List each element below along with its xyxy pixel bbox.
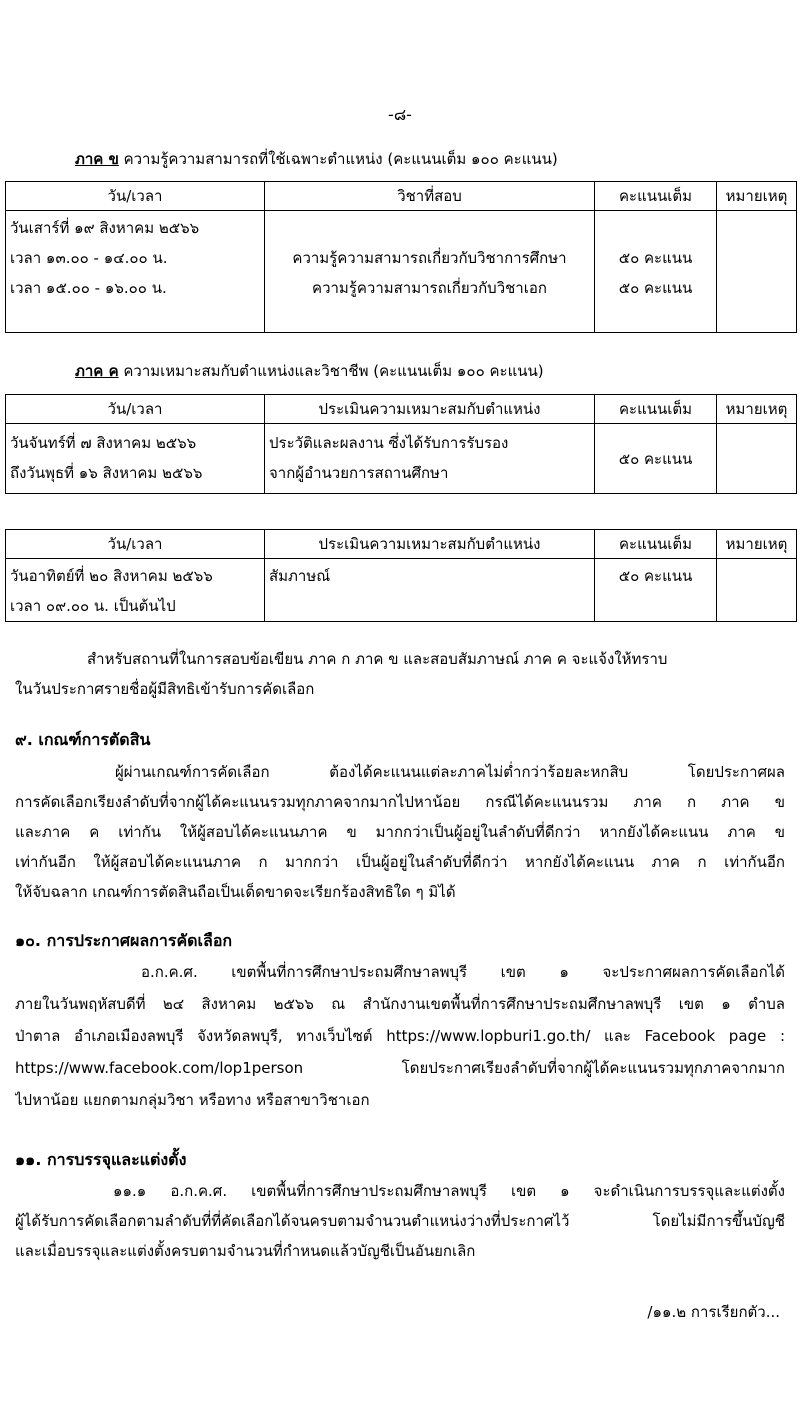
col-header-remarks: หมายเหตุ bbox=[717, 182, 797, 211]
col-header-full-score: คะแนนเต็ม bbox=[595, 530, 717, 559]
col-header-full-score: คะแนนเต็ม bbox=[595, 182, 717, 211]
datetime-cell bbox=[6, 559, 265, 622]
section-b-table bbox=[5, 181, 797, 333]
col-header-remarks: หมายเหตุ bbox=[717, 395, 797, 424]
paragraph-line: ภายในวันพฤหัสบดีที่ ๒๔ สิงหาคม ๒๕๖๖ ณ สำนักงานเขตพื้นที่การศึกษาประถมศึกษาลพบุรี เขต ๑ ตำบล bbox=[15, 995, 785, 1013]
table-row bbox=[6, 424, 797, 494]
score-cell bbox=[595, 559, 717, 622]
section-9-title: ๙. เกณฑ์การตัดสิน bbox=[15, 730, 151, 749]
section-b-label: ภาค ข bbox=[75, 150, 119, 168]
date-line: วันอาทิตย์ที่ ๒๐ สิงหาคม ๒๕๖๖ bbox=[10, 567, 213, 585]
subject-cell bbox=[265, 211, 595, 333]
date-line: วันเสาร์ที่ ๑๙ สิงหาคม ๒๕๖๖ bbox=[10, 219, 200, 237]
section-c-title: ความเหมาะสมกับตำแหน่งและวิชาชีพ (คะแนนเต็ม ๑๐๐ คะแนน) bbox=[118, 362, 544, 380]
table-header-row bbox=[6, 395, 797, 424]
paragraph-line: https://www.facebook.com/lop1person โดยประกาศเรียงลำดับที่จากผู้ได้คะแนนรวมทุกภาคจากมาก bbox=[15, 1059, 785, 1077]
table-row bbox=[6, 559, 797, 622]
assessment-cell bbox=[265, 424, 595, 494]
paragraph-line: สำหรับสถานที่ในการสอบข้อเขียน ภาค ก ภาค ข และสอบสัมภาษณ์ ภาค ค จะแจ้งให้ทราบ bbox=[87, 650, 668, 668]
col-header-datetime: วัน/เวลา bbox=[6, 530, 265, 559]
section-c-table-portfolio bbox=[5, 394, 797, 494]
section-c-heading bbox=[75, 359, 544, 383]
subject-line: ความรู้ความสามารถเกี่ยวกับวิชาการศึกษา bbox=[292, 249, 567, 267]
assessment-cell bbox=[265, 559, 595, 622]
col-header-subject: วิชาที่สอบ bbox=[265, 182, 595, 211]
col-header-remarks: หมายเหตุ bbox=[717, 530, 797, 559]
col-header-datetime: วัน/เวลา bbox=[6, 395, 265, 424]
section-10-body bbox=[15, 956, 785, 1116]
col-header-assessment: ประเมินความเหมาะสมกับตำแหน่ง bbox=[265, 530, 595, 559]
remarks-cell bbox=[717, 559, 797, 622]
table-header-row bbox=[6, 530, 797, 559]
subject-line: ความรู้ความสามารถเกี่ยวกับวิชาเอก bbox=[312, 279, 547, 297]
assessment-line: จากผู้อำนวยการสถานศึกษา bbox=[269, 464, 449, 482]
time-line: เวลา ๑๕.๐๐ - ๑๖.๐๐ น. bbox=[10, 279, 167, 297]
score-value: ๕๐ คะแนน bbox=[618, 449, 693, 468]
section-10-title: ๑๐. การประกาศผลการคัดเลือก bbox=[15, 931, 233, 950]
venue-note bbox=[15, 644, 785, 704]
paragraph-line: ๑๑.๑ อ.ก.ค.ศ. เขตพื้นที่การศึกษาประถมศึกษาลพบุรี เขต ๑ จะดำเนินการบรรจุและแต่งตั้ง bbox=[113, 1182, 785, 1200]
date-line: ถึงวันพุธที่ ๑๖ สิงหาคม ๒๕๖๖ bbox=[10, 464, 203, 482]
section-b-heading bbox=[75, 147, 558, 171]
paragraph-line: การคัดเลือกเรียงลำดับที่จากผู้ได้คะแนนรวมทุกภาคจากมากไปหาน้อย กรณีได้คะแนนรวม ภาค ก ภาค ข bbox=[15, 793, 785, 811]
paragraph-line: ผู้ผ่านเกณฑ์การคัดเลือก ต้องได้คะแนนแต่ละภาคไม่ต่ำกว่าร้อยละหกสิบ โดยประกาศผล bbox=[115, 763, 785, 781]
paragraph-line: ผู้ได้รับการคัดเลือกตามลำดับที่ที่คัดเลือกได้จนครบตามจำนวนตำแหน่งว่างที่ประกาศไว้ โดยไม่มีการขึ้นบัญชี bbox=[15, 1212, 785, 1230]
date-line: วันจันทร์ที่ ๗ สิงหาคม ๒๕๖๖ bbox=[10, 434, 197, 452]
paragraph-line: ไปหาน้อย แยกตามกลุ่มวิชา หรือทาง หรือสาขาวิชาเอก bbox=[15, 1091, 370, 1109]
paragraph-line: อ.ก.ค.ศ. เขตพื้นที่การศึกษาประถมศึกษาลพบุรี เขต ๑ จะประกาศผลการคัดเลือกได้ bbox=[141, 963, 785, 981]
section-11-body bbox=[15, 1176, 785, 1266]
datetime-cell bbox=[6, 424, 265, 494]
score-value: ๕๐ คะแนน bbox=[618, 567, 693, 585]
table-row bbox=[6, 211, 797, 333]
col-header-full-score: คะแนนเต็ม bbox=[595, 395, 717, 424]
section-9-body bbox=[15, 757, 785, 907]
remarks-cell bbox=[717, 424, 797, 494]
remarks-cell bbox=[717, 211, 797, 333]
score-cell bbox=[595, 424, 717, 494]
table-header-row bbox=[6, 182, 797, 211]
section-11-title: ๑๑. การบรรจุและแต่งตั้ง bbox=[15, 1150, 187, 1169]
paragraph-line: เท่ากันอีก ให้ผู้สอบได้คะแนนภาค ก มากกว่า เป็นผู้อยู่ในลำดับที่ดีกว่า หากยังได้คะแนน ภาค ก เท่ากันอีก bbox=[15, 853, 785, 871]
time-line: เวลา ๑๓.๐๐ - ๑๔.๐๐ น. bbox=[10, 249, 168, 267]
col-header-datetime: วัน/เวลา bbox=[6, 182, 265, 211]
paragraph-line: ป่าตาล อำเภอเมืองลพบุรี จังหวัดลพบุรี, ทางเว็บไซต์ https://www.lopburi1.go.th/ และ Facebook page : bbox=[15, 1027, 785, 1045]
score-cell bbox=[595, 211, 717, 333]
paragraph-line: และเมื่อบรรจุและแต่งตั้งครบตามจำนวนที่กำหนดแล้วบัญชีเป็นอันยกเลิก bbox=[15, 1242, 476, 1260]
paragraph-line: ให้จับฉลาก เกณฑ์การตัดสินถือเป็นเด็ดขาดจะเรียกร้องสิทธิใด ๆ มิได้ bbox=[15, 883, 456, 901]
assessment-line: ประวัติและผลงาน ซึ่งได้รับการรับรอง bbox=[269, 434, 509, 452]
score-value: ๕๐ คะแนน bbox=[618, 279, 693, 297]
section-b-title: ความรู้ความสามารถที่ใช้เฉพาะตำแหน่ง (คะแนนเต็ม ๑๐๐ คะแนน) bbox=[118, 150, 558, 168]
score-value: ๕๐ คะแนน bbox=[618, 249, 693, 267]
time-line: เวลา ๐๙.๐๐ น. เป็นต้นไป bbox=[10, 597, 176, 615]
paragraph-line: ในวันประกาศรายชื่อผู้มีสิทธิเข้ารับการคัดเลือก bbox=[15, 680, 315, 698]
continuation-reference: /๑๑.๒ การเรียกตัว... bbox=[647, 1303, 780, 1321]
assessment-line: สัมภาษณ์ bbox=[269, 567, 331, 585]
section-c-table-interview bbox=[5, 529, 797, 622]
paragraph-line: และภาค ค เท่ากัน ให้ผู้สอบได้คะแนนภาค ข มากกว่าเป็นผู้อยู่ในลำดับที่ดีกว่า หากยังได้คะแนน ภาค ข bbox=[15, 823, 785, 841]
datetime-cell bbox=[6, 211, 265, 333]
page-number: -๘- bbox=[388, 105, 412, 124]
section-c-label: ภาค ค bbox=[75, 362, 119, 380]
col-header-assessment: ประเมินความเหมาะสมกับตำแหน่ง bbox=[265, 395, 595, 424]
